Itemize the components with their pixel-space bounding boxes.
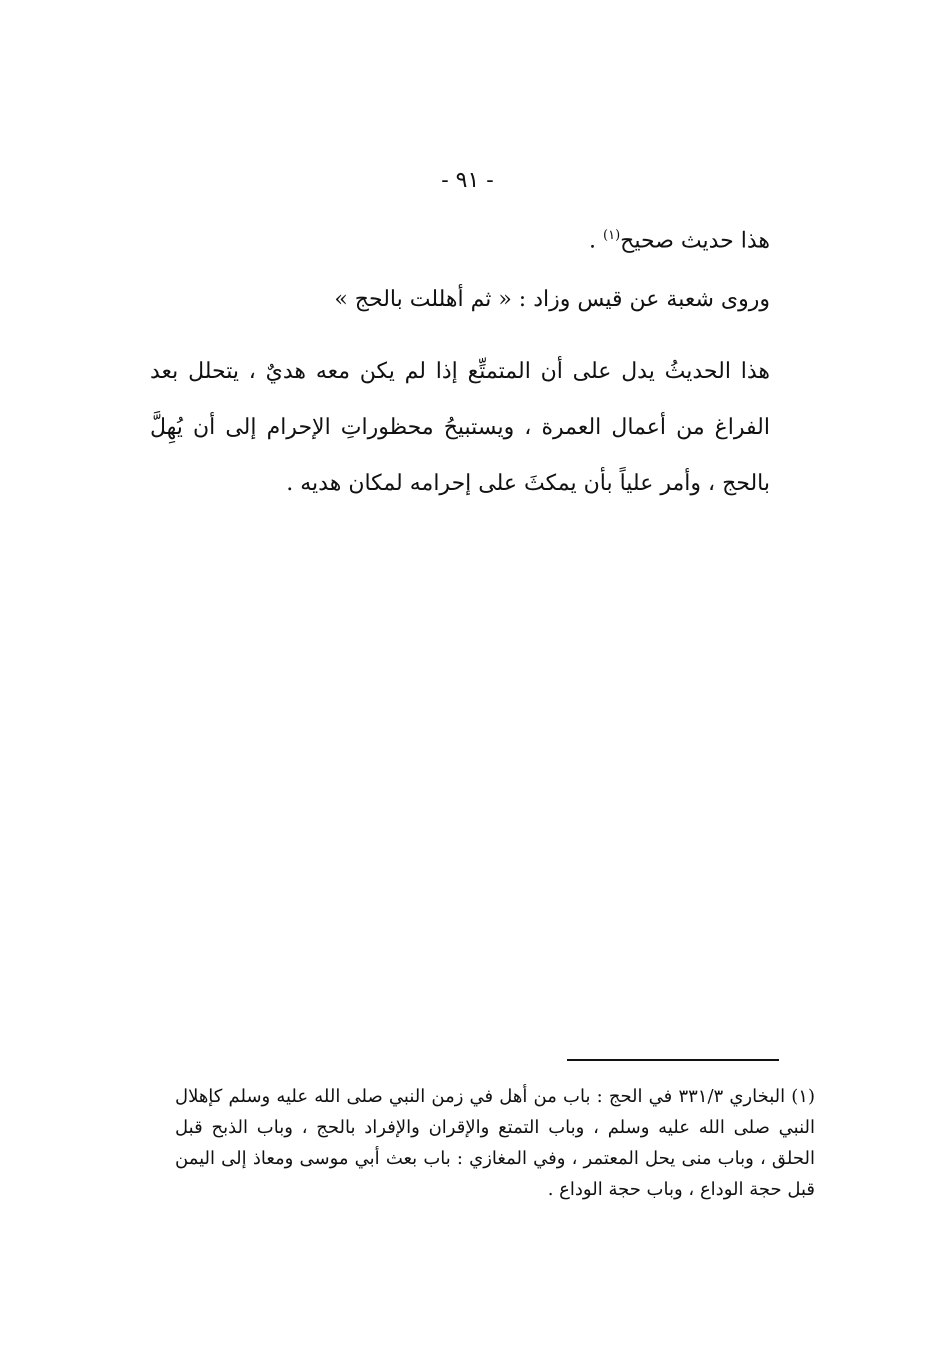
- footnote-separator: [567, 1059, 779, 1061]
- footnote-block: [175, 1081, 815, 1205]
- commentary-paragraph: هذا الحديثُ يدل على أن المتمتِّع إذا لم يكن معه هديٌ ، يتحلل بعد الفراغ من أعمال العمرة ، ويستبيحُ محظوراتِ الإحرام إلى أن يُهِلَّ بالحج ، وأمر علياً بأن يمكثَ على إحرامه لمكان هديه .: [150, 359, 770, 496]
- hadith-status-line: [150, 220, 770, 257]
- narration-line: وروى شعبة عن قيس وزاد : « ثم أهللت بالحج »: [334, 287, 770, 312]
- footnote-reference: (١): [603, 228, 621, 243]
- hadith-status-text: هذا حديث صحيح: [620, 228, 770, 254]
- footnote-text: (١) البخاري ٣٣١/٣ في الحج : باب من أهل في زمن النبي صلى الله عليه وسلم كإهلال النبي صلى الله عليه وسلم ، وباب التمتع والإقران والإفراد بالحج ، وباب الذبح قبل الحلق ، وباب منى يحل المعتمر ، وفي المغازي : باب بعث أبي موسى ومعاذ إلى اليمن قبل حجة الوداع ، وباب حجة الوداع .: [175, 1086, 815, 1200]
- page-number: - ٩١ -: [441, 168, 494, 193]
- hadith-status-end: .: [589, 228, 604, 254]
